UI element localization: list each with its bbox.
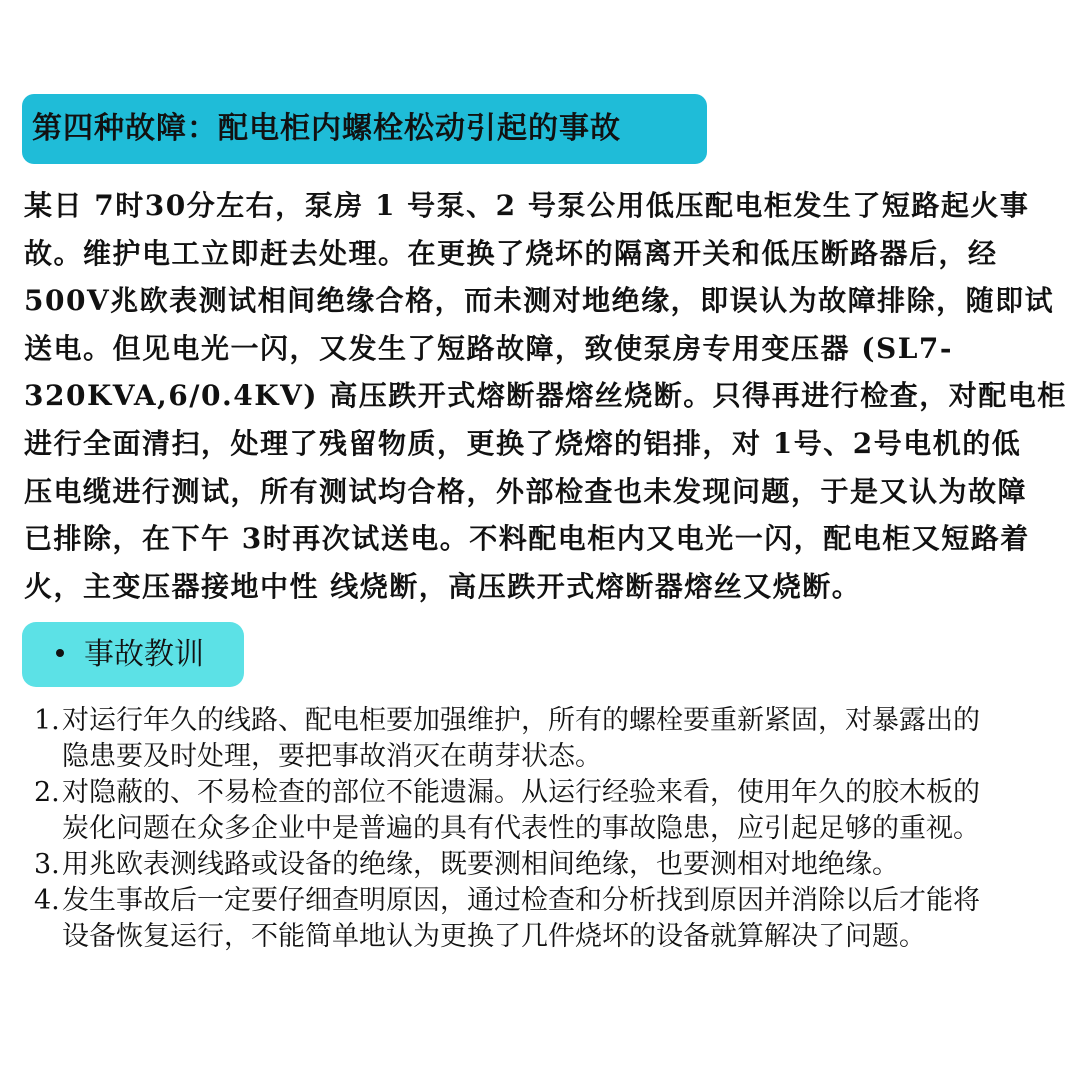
incident-line: 压电缆进行测试，所有测试均合格，外部检查也未发现问题，于是又认为故障 <box>24 474 1028 508</box>
incident-line: 已排除，在下午 3时再次试送电。不料配电柜内又电光一闪，配电柜又短路着 <box>24 522 1030 556</box>
list-item-line: 隐患要及时处理，要把事故消灭在萌芽状态。 <box>62 741 602 772</box>
list-item-number: 3. <box>34 849 60 880</box>
list-item-number: 2. <box>34 777 60 808</box>
incident-line: 320KVA,6/0.4KV) 高压跌开式熔断器熔丝烧断。只得再进行检查，对配电柜 <box>24 379 1067 413</box>
list-item-line: 对运行年久的线路、配电柜要加强维护，所有的螺栓要重新紧固，对暴露出的 <box>62 705 980 736</box>
incident-line: 某日 7时30分左右，泵房 1 号泵、2 号泵公用低压配电柜发生了短路起火事 <box>24 189 1030 222</box>
incident-paragraph <box>24 182 1067 610</box>
incident-line: 500V兆欧表测试相间绝缘合格，而未测对地绝缘，即误认为故障排除，随即试 <box>24 284 1055 318</box>
list-item-line: 用兆欧表测线路或设备的绝缘，既要测相间绝缘，也要测相对地绝缘。 <box>62 849 899 880</box>
lessons-list <box>34 703 1064 955</box>
incident-line: 送电。但见电光一闪，又发生了短路故障，致使泵房专用变压器 (SL7- <box>24 331 954 365</box>
list-item-line: 对隐蔽的、不易检查的部位不能遗漏。从运行经验来看，使用年久的胶木板的 <box>62 777 980 808</box>
incident-line: 故。维护电工立即赶去处理。在更换了烧坏的隔离开关和低压断路器后，经 <box>24 236 998 270</box>
list-item-number: 1. <box>34 705 60 736</box>
section-title: 第四种故障：配电柜内螺栓松动引起的事故 <box>22 94 707 164</box>
list-item <box>34 847 1064 883</box>
list-item-number: 4. <box>34 885 60 916</box>
lessons-heading <box>22 622 244 687</box>
list-item <box>34 703 1064 775</box>
list-item <box>34 883 1064 955</box>
incident-line: 火，主变压器接地中性 线烧断，高压跌开式熔断器熔丝又烧断。 <box>24 569 862 603</box>
list-item <box>34 775 1064 847</box>
list-item-line: 炭化问题在众多企业中是普遍的具有代表性的事故隐患，应引起足够的重视。 <box>62 813 980 844</box>
bullet-icon <box>56 649 64 657</box>
list-item-line: 发生事故后一定要仔细查明原因，通过检查和分析找到原因并消除以后才能将 <box>62 885 980 916</box>
lessons-heading-label: 事故教训 <box>84 637 204 672</box>
incident-line: 进行全面清扫，处理了残留物质，更换了烧熔的铝排，对 1号、2号电机的低 <box>24 426 1022 460</box>
list-item-line: 设备恢复运行，不能简单地认为更换了几件烧坏的设备就算解决了问题。 <box>62 921 926 952</box>
